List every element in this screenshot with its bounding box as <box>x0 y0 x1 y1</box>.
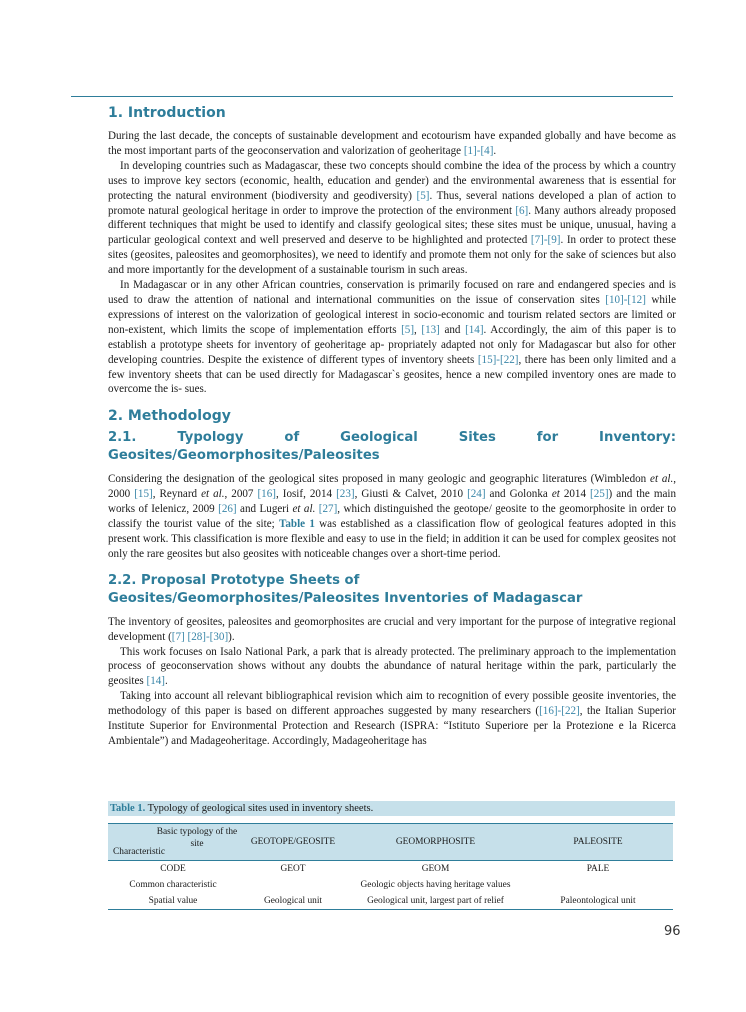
subsection-title-typology: 2.1. Typology of Geological Sites for Inventory: Geosites/Geomorphosites/Paleosites <box>108 430 676 464</box>
article-body <box>108 104 676 749</box>
table-column-header: GEOTOPE/GEOSITE <box>238 824 348 861</box>
method-paragraph-1: Considering the designation of the geological sites proposed in many geologic and geographic literatures (Wimbledon et al., 2000 [15], Reynard et al., 2007 [16], Iosif, 2014 [23], Giusti & Calvet, 2010 [24] and Golonka et 2014 [25]) and the main works of Ielenicz, 2009 [26] and Lugeri et al. [27], which distinguished the geotope/ geosite to the geomorphosite in order to classify the tourist value of the site; Table 1 was established as a classification flow of geological features adopted in this present work. This classification is more flexible and easy to use in the field; in addition it can be used for complex geosites not only the rare geosites but also geosites with noticeable changes over a short-time period. <box>108 473 677 560</box>
table-row <box>108 861 673 878</box>
table-cell <box>523 877 673 893</box>
citation[interactable]: [10]-[12] <box>605 293 646 306</box>
table-column-header: GEOMORPHOSITE <box>348 824 523 861</box>
citation[interactable]: [7]-[9] <box>530 234 561 247</box>
citation[interactable]: [27] <box>318 503 338 516</box>
citation[interactable]: [15] <box>134 488 153 501</box>
table-cell <box>238 877 348 893</box>
section-title-methodology: 2. Methodology <box>108 408 231 425</box>
table-cell: PALE <box>586 864 610 874</box>
citation[interactable]: [16]-[22] <box>539 705 580 718</box>
citation[interactable]: [14] <box>465 323 484 336</box>
table-cell: Geological unit <box>238 893 348 910</box>
citation[interactable]: [28]-[30] <box>187 630 229 643</box>
subsection-title-proposal: 2.2. Proposal Prototype Sheets of Geosites/Geomorphosites/Paleosites Inventories of Madagascar <box>108 572 583 606</box>
table-cell: Geologic objects having heritage values <box>360 880 511 890</box>
citation[interactable]: [7] <box>171 630 185 643</box>
intro-paragraph-1: During the last decade, the concepts of sustainable development and ecotourism have expanded globally and have become as the most important parts of the geoconservation and valorization of geoheritage [1]-[4]. <box>108 130 676 157</box>
table-row-label: Common characteristic <box>129 880 217 890</box>
proposal-paragraph-3: Taking into account all relevant bibliographical revision which aim to recognition of every possible geosite inventories, the methodology of this paper is based on different approaches suggested by many researchers ([16]-[22], the Italian Superior Institute Superior for Environmental Protection and Research (ISPRA: “Istituto Superiore per la Protezione e la Ricerca Ambientale”) and Madageoheritage. Accordingly, Madageoheritage has <box>108 690 676 747</box>
citation[interactable]: [14] <box>146 675 165 688</box>
citation[interactable]: [6] <box>515 204 529 217</box>
table-cell: GEOM <box>421 864 450 874</box>
table-column-header: PALEOSITE <box>523 824 673 861</box>
table-corner-cell: Basic typology of the site Characteristic <box>108 824 238 861</box>
header-rule <box>71 96 673 97</box>
typology-table <box>108 823 673 910</box>
table-row <box>108 893 673 910</box>
table-cell: GEOT <box>280 864 306 874</box>
table-header-row <box>108 824 673 861</box>
intro-paragraph-3: In Madagascar or in any other African countries, conservation is primarily focused on rare and endangered species and is used to draw the attention of national and international communities on the issue of conservation sites [10]-[12] while expressions of interest on the valorization of geological interest in socio-economic and tourism related sectors are limited or non-existent, which limits the scope of implementation efforts [5], [13] and [14]. Accordingly, the aim of this paper is to establish a prototype sheets for inventory of geoheritage ap- propriately adapted not only for Madagascar but also for other developing countries. Despite the existence of different types of inventory sheets [15]-[22], there has been only limited and a few inventory sheets that can be used directly for Madagascar`s geosites, hence a new compiled inventory ones are made to overcome the is- sues. <box>108 279 676 396</box>
proposal-paragraph-2: This work focuses on Isalo National Park, a park that is already protected. The preliminary approach to the implementation process of geoconservation shows without any doubts the abundance of natural heritage within the park, particularly the geosites [14]. <box>108 645 676 688</box>
proposal-paragraph-1: The inventory of geosites, paleosites and geomorphosites are crucial and very important for the purpose of integrative regional development ([7] [28]-[30]). <box>108 615 676 643</box>
table-cell: Paleontological unit <box>523 893 673 910</box>
citation[interactable]: [5] <box>416 189 430 202</box>
table-cell: Geological unit, largest part of relief <box>348 893 523 910</box>
section-title-introduction: 1. Introduction <box>108 105 226 121</box>
page-number: 96 <box>664 924 681 939</box>
citation[interactable]: [23] <box>336 488 355 501</box>
citation[interactable]: [15]-[22] <box>477 353 519 366</box>
citation[interactable]: [5] <box>401 323 415 336</box>
table-row <box>108 877 673 893</box>
table-row-label: CODE <box>160 864 186 874</box>
table-caption: Table 1. Typology of geological sites used in inventory sheets. <box>108 801 675 816</box>
citation[interactable]: [25] <box>590 488 609 501</box>
citation[interactable]: [26] <box>218 503 237 516</box>
intro-paragraph-2: In developing countries such as Madagascar, these two concepts should combine the idea of the process by which a country uses to improve key sectors (economic, health, education and gender) and the environmental awareness that is essential for protecting the natural environment (biodiversity and geodiversity) [5]. Thus, several nations developed a plan of action to promote natural geological heritage in order to improve the protection of the environment [6]. Many authors already proposed different techniques that might be used to identify and classify geological sites; these sites must be unique, unusual, having a particular geological context and well preserved and deserve to be highlighted and protected [7]-[9]. In order to protect these sites (geosites, paleosites and geomorphosites), we need to identify and promote them not only for the sake of sciences but also and more importantly for the development of a sustainable tourism in such areas. <box>108 159 677 277</box>
table-row-label: Spatial value <box>108 893 238 910</box>
citation[interactable]: [16] <box>257 488 276 501</box>
citation[interactable]: [24] <box>467 488 486 501</box>
citation[interactable]: [1]-[4] <box>463 144 494 157</box>
citation[interactable]: [13] <box>421 323 440 336</box>
table-reference[interactable]: Table 1 <box>278 518 315 531</box>
